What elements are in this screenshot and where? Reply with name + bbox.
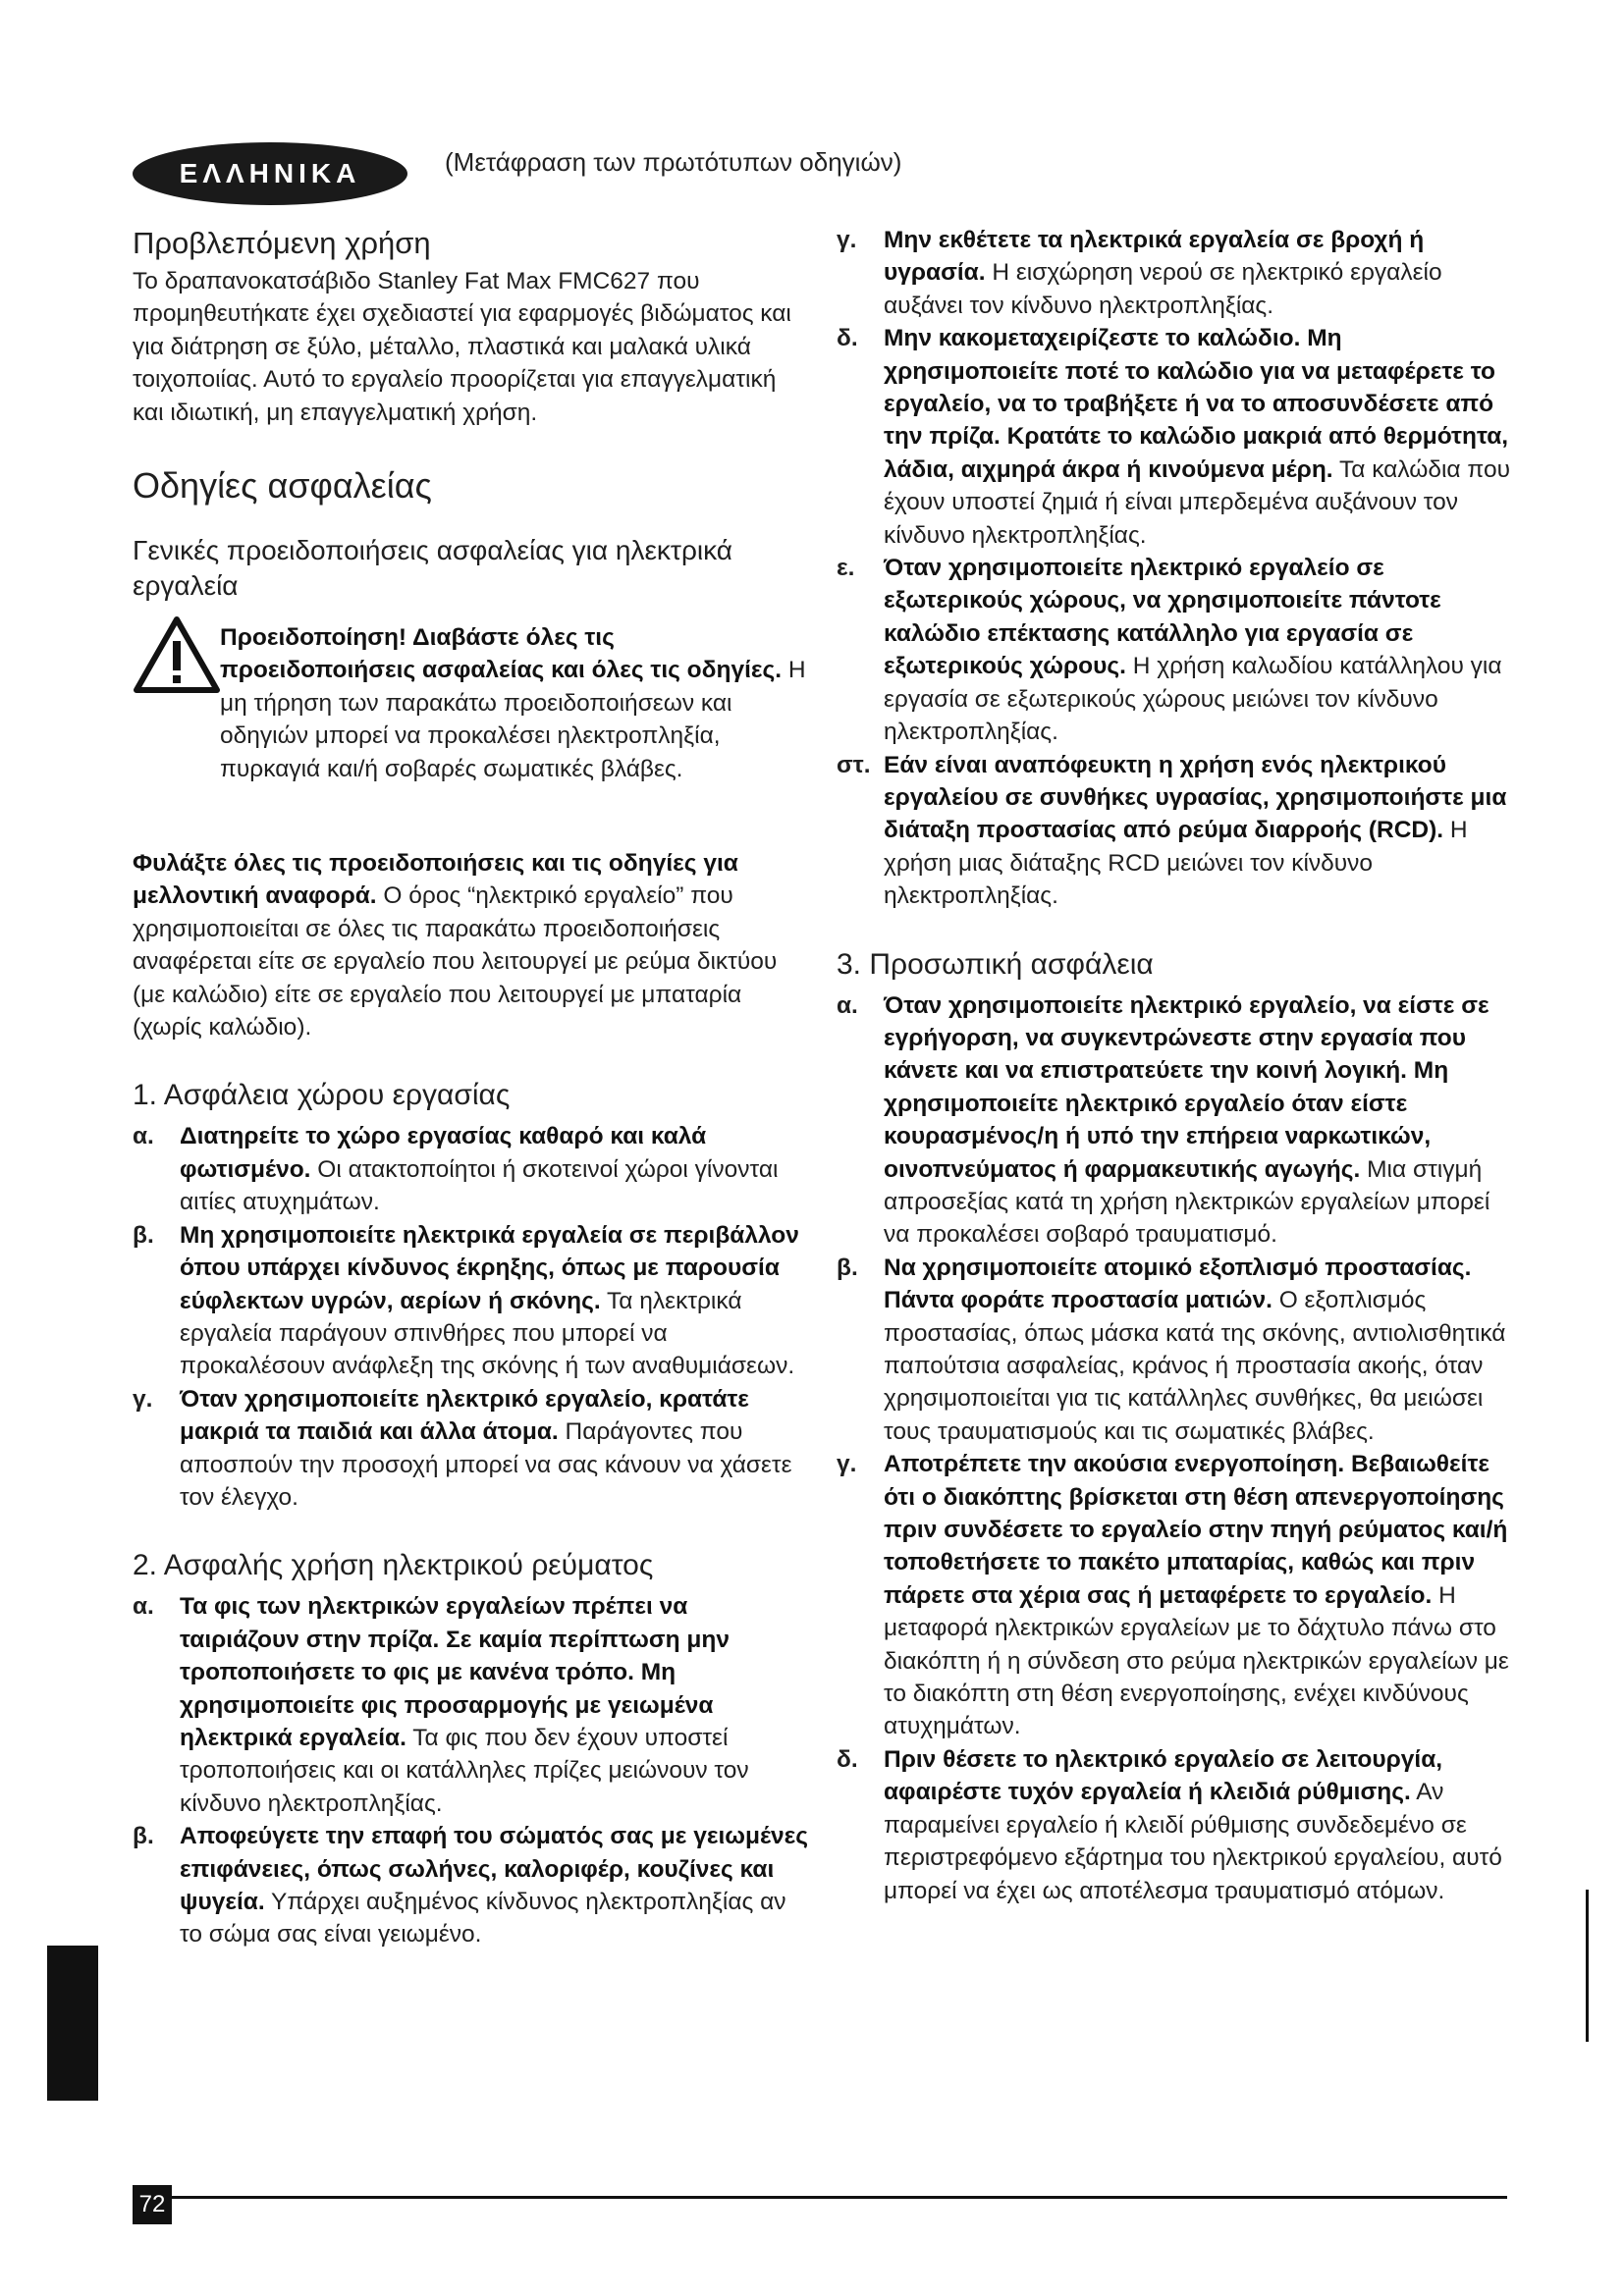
- intended-use-heading: Προβλεπόμενη χρήση: [133, 226, 431, 260]
- list-item: α. Τα φις των ηλεκτρικών εργαλείων πρέπει να ταιριάζουν στην πρίζα. Σε καμία περίπτωση μην τροποποιήσετε το φις με κανένα τρόπο. Μη χρησιμοποιείτε φις προσαρμογής με γειωμένα ηλεκτρικά εργαλεία. Τα φις που δεν έχουν υποστεί τροποποιήσεις και οι κατάλληλες πρίζες μειώνουν τον κίνδυνο ηλεκτροπληξίας.: [133, 1593, 749, 1817]
- warning-triangle-icon: [133, 615, 221, 694]
- general-warnings-heading: Γενικές προειδοποιήσεις ασφαλείας για ηλεκτρικά εργαλεία: [133, 535, 732, 602]
- list-item: γ. Αποτρέπετε την ακούσια ενεργοποίηση. Βεβαιωθείτε ότι ο διακόπτης βρίσκεται στη θέση απενεργοποίησης πριν συνδέσετε το εργαλείο στην πηγή ρεύματος και/ή τοποθετήσετε το πακέτο μπαταρίας, καθώς και πριν πάρετε στα χέρια σας ή μεταφέρετε το εργαλείο. Η μεταφορά ηλεκτρικών εργαλείων με το δάχτυλο πάνω στο διακόπτη ή η σύνδεση στο ρεύμα ηλεκτρικών εργαλείων με το διακόπτη στη θέση ενεργοποίησης, ενέχει κινδύνους ατυχημάτων.: [837, 1451, 1509, 1740]
- list-item: ε. Όταν χρησιμοποιείτε ηλεκτρικό εργαλείο σε εξωτερικούς χώρους, να χρησιμοποιείτε πάντοτε καλώδιο επέκτασης κατάλληλο για εργασία σε εξωτερικούς χώρους. Η χρήση καλωδίου κατάλληλου για εργασία σε εξωτερικούς χώρους μειώνει τον κίνδυνο ηλεκτροπληξίας.: [837, 555, 1502, 746]
- list-item: γ. Μην εκθέτετε τα ηλεκτρικά εργαλεία σε βροχή ή υγρασία. Η εισχώρηση νερού σε ηλεκτρικό εργαλείο αυξάνει τον κίνδυνο ηλεκτροπληξίας.: [837, 227, 1442, 319]
- list-item: β. Να χρησιμοποιείτε ατομικό εξοπλισμό προστασίας. Πάντα φοράτε προστασία ματιών. Ο εξοπλισμός προστασίας, όπως μάσκα κατά της σκόνης, αντιολισθητικά παπούτσια ασφαλείας, κράνος ή προστασία ακοής, όταν χρησιμοποιείται για τις κατάλληλες συνθήκες, θα μειώσει τους τραυματισμούς και τις σωματικές βλάβες.: [837, 1254, 1506, 1445]
- warning-block: [133, 621, 810, 818]
- section-3-heading: 3. Προσωπική ασφάλεια: [837, 947, 1154, 981]
- list-item: α. Όταν χρησιμοποιείτε ηλεκτρικό εργαλείο, να είστε σε εγρήγορση, να συγκεντρώνεστε στην εργασία που κάνετε και να επιστρατεύετε την κοινή λογική. Μη χρησιμοποιείτε ηλεκτρικό εργαλείο όταν είστε κουρασμένος/η ή υπό την επήρεια ναρκωτικών, οινοπνεύματος ή φαρμακευτικής αγωγής. Μια στιγμή απροσεξίας κατά τη χρήση ηλεκτρικών εργαλείων μπορεί να προκαλέσει σοβαρό τραυματισμό.: [837, 991, 1490, 1249]
- list-item: γ. Όταν χρησιμοποιείτε ηλεκτρικό εργαλείο, κρατάτε μακριά τα παιδιά και άλλα άτομα. Παράγοντες που αποσπούν την προσοχή μπορεί να σας κάνουν να χάσετε τον έλεγχο.: [133, 1385, 792, 1511]
- list-item: στ. Εάν είναι αναπόφευκτη η χρήση ενός ηλεκτρικού εργαλείου σε συνθήκες υγρασίας, χρησιμοποιήστε μια διάταξη προστασίας από ρεύμα διαρροής (RCD). Η χρήση μιας διάταξης RCD μειώνει τον κίνδυνο ηλεκτροπληξίας.: [837, 751, 1507, 910]
- right-column: [837, 224, 1514, 1907]
- intended-use-text: Το δραπανοκατσάβιδο Stanley Fat Max FMC627 που προμηθευτήκατε έχει σχεδιαστεί για εφαρμογές βιδώματος και για διάτρηση σε ξύλο, μέταλλο, πλαστικά και μαλακά υλικά τοιχοποιίας. Αυτό το εργαλείο προορίζεται για επαγγελματική και ιδιωτική, μη επαγγελματική χρήση.: [133, 268, 791, 426]
- keep-instructions-text: Φυλάξτε όλες τις προειδοποιήσεις και τις οδηγίες για μελλοντική αναφορά. Ο όρος “ηλεκτρικό εργαλείο” που χρησιμοποιείται σε όλες τις παρακάτω προειδοποιήσεις αναφέρεται είτε σε εργαλείο που λειτουργεί με ρεύμα δικτύου (με καλώδιο) είτε σε εργαλείο που λειτουργεί με μπαταρία (χωρίς καλώδιο).: [133, 850, 778, 1041]
- page-number: 72: [133, 2185, 172, 2224]
- warning-text: Προειδοποίηση! Διαβάστε όλες τις προειδοποιήσεις ασφαλείας και όλες τις οδηγίες. Η μη τήρηση των παρακάτω προειδοποιήσεων και οδηγιών μπορεί να προκαλέσει ηλεκτροπληξία, πυρκαγιά και/ή σοβαρές σωματικές βλάβες.: [220, 624, 806, 782]
- list-item: δ. Πριν θέσετε το ηλεκτρικό εργαλείο σε λειτουργία, αφαιρέστε τυχόν εργαλεία ή κλειδιά ρύθμισης. Αν παραμείνει εργαλείο ή κλειδί ρύθμισης συνδεδεμένο σε περιστρεφόμενο εξάρτημα του ηλεκτρικού εργαλείου, αυτό μπορεί να έχει ως αποτέλεσμα τραυματισμό ατόμων.: [837, 1745, 1502, 1904]
- list-item: α. Διατηρείτε το χώρο εργασίας καθαρό και καλά φωτισμένο. Οι ατακτοποίητοι ή σκοτεινοί χώροι γίνονται αιτίες ατυχημάτων.: [133, 1123, 779, 1216]
- safety-instructions-heading: Οδηγίες ασφαλείας: [133, 465, 432, 507]
- list-item: β. Αποφεύγετε την επαφή του σώματός σας με γειωμένες επιφάνειες, όπως σωλήνες, καλοριφέρ, κουζίνες και ψυγεία. Υπάρχει αυξημένος κίνδυνος ηλεκτροπληξίας αν το σώμα σας είναι γειωμένο.: [133, 1823, 808, 1949]
- side-tab-marker: [47, 1946, 98, 2101]
- left-column: [133, 224, 810, 1951]
- list-item: β. Μη χρησιμοποιείτε ηλεκτρικά εργαλεία σε περιβάλλον όπου υπάρχει κίνδυνος έκρηξης, όπως με παρουσία εύφλεκτων υγρών, αερίων ή σκόνης. Τα ηλεκτρικά εργαλεία παράγουν σπινθήρες που μπορεί να προκαλέσουν ανάφλεξη της σκόνης ή των αναθυμιάσεων.: [133, 1221, 799, 1380]
- translation-subtitle: (Μετάφραση των πρωτότυπων οδηγιών): [445, 147, 902, 177]
- language-badge: ΕΛΛΗΝΙΚΑ: [133, 142, 407, 205]
- footer-rule: [133, 2196, 1507, 2199]
- list-item: δ. Μην κακομεταχειρίζεστε το καλώδιο. Μη χρησιμοποιείτε ποτέ το καλώδιο για να μεταφέρετε το εργαλείο, να το τραβήξετε ή να το αποσυνδέσετε από την πρίζα. Κρατάτε το καλώδιο μακριά από θερμότητα, λάδια, αιχμηρά άκρα ή κινούμενα μέρη. Τα καλώδια που έχουν υποστεί ζημιά ή είναι μπερδεμένα αυξάνουν τον κίνδυνο ηλεκτροπληξίας.: [837, 325, 1510, 549]
- section-2-heading: 2. Ασφαλής χρήση ηλεκτρικού ρεύματος: [133, 1549, 654, 1582]
- section-1-heading: 1. Ασφάλεια χώρου εργασίας: [133, 1079, 511, 1112]
- right-margin-rule: [1586, 1890, 1589, 2042]
